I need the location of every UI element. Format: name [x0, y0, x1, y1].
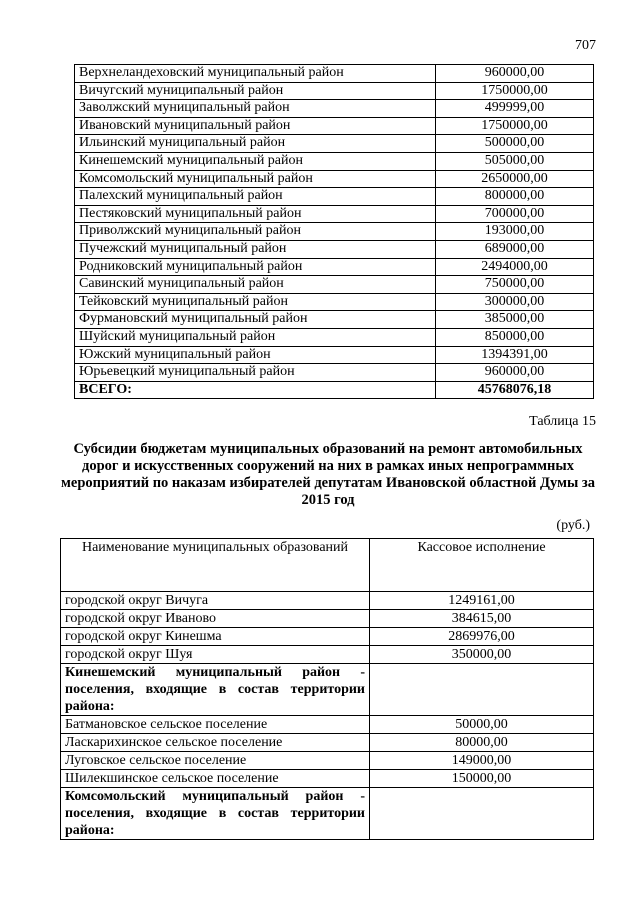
table-row [75, 117, 594, 135]
table-row [75, 346, 594, 364]
page-number: 707 [575, 38, 596, 53]
value-cell: 1394391,00 [436, 346, 594, 364]
unit-label: (руб.) [556, 518, 590, 533]
name-cell: Комсомольский муниципальный район [75, 170, 436, 188]
name-cell: Верхнеландеховский муниципальный район [75, 65, 436, 83]
name-cell: Родниковский муниципальный район [75, 258, 436, 276]
name-cell: Южский муниципальный район [75, 346, 436, 364]
value-cell: 850000,00 [436, 328, 594, 346]
header-name-cell: Наименование муниципальных образований [61, 539, 370, 592]
table-row [75, 223, 594, 241]
table-row [75, 328, 594, 346]
table-row [75, 276, 594, 294]
table-row [61, 592, 594, 610]
value-cell: 700000,00 [436, 205, 594, 223]
value-cell: 960000,00 [436, 364, 594, 382]
table-row [75, 152, 594, 170]
table-row [75, 65, 594, 83]
name-cell: Пучежский муниципальный район [75, 240, 436, 258]
table-label: Таблица 15 [529, 414, 596, 429]
value-cell: 2650000,00 [436, 170, 594, 188]
table-row [61, 716, 594, 734]
name-cell: Заволжский муниципальный район [75, 100, 436, 118]
name-cell: Луговское сельское поселение [61, 752, 370, 770]
section-title: Субсидии бюджетам муниципальных образований на ремонт автомобильных дорог и искусственных сооружений на них в рамках иных непрограммных мероприятий по наказам избирателей депутатам Ивановской областной Думы за 2015 год [61, 441, 595, 508]
value-cell: 80000,00 [370, 734, 594, 752]
name-cell: Комсомольский муниципальный район - поселения, входящие в состав территории района: [61, 788, 370, 840]
value-cell: 350000,00 [370, 646, 594, 664]
name-cell: Ивановский муниципальный район [75, 117, 436, 135]
value-cell: 384615,00 [370, 610, 594, 628]
value-cell: 800000,00 [436, 188, 594, 206]
table-row [61, 788, 594, 840]
table-row [75, 381, 594, 399]
header-value-cell: Кассовое исполнение [370, 539, 594, 592]
name-cell: городской округ Иваново [61, 610, 370, 628]
value-cell: 500000,00 [436, 135, 594, 153]
table-row [75, 188, 594, 206]
table-row [75, 364, 594, 382]
table-row [61, 628, 594, 646]
name-cell: городской округ Кинешма [61, 628, 370, 646]
table-row [75, 135, 594, 153]
name-cell: Кинешемский муниципальный район [75, 152, 436, 170]
name-cell: Пестяковский муниципальный район [75, 205, 436, 223]
name-cell: Палехский муниципальный район [75, 188, 436, 206]
value-cell: 149000,00 [370, 752, 594, 770]
table-row [61, 770, 594, 788]
name-cell: Вичугский муниципальный район [75, 82, 436, 100]
table-row [75, 170, 594, 188]
table-row [75, 240, 594, 258]
table-row [61, 752, 594, 770]
name-cell: Шилекшинское сельское поселение [61, 770, 370, 788]
value-cell: 150000,00 [370, 770, 594, 788]
value-cell [370, 788, 594, 840]
value-cell: 385000,00 [436, 311, 594, 329]
name-cell: Фурмановский муниципальный район [75, 311, 436, 329]
name-cell: Ласкарихинское сельское поселение [61, 734, 370, 752]
value-cell: 689000,00 [436, 240, 594, 258]
value-cell: 499999,00 [436, 100, 594, 118]
value-cell: 505000,00 [436, 152, 594, 170]
value-cell: 750000,00 [436, 276, 594, 294]
table-header-row [61, 539, 594, 592]
value-cell: 960000,00 [436, 65, 594, 83]
table-row [75, 82, 594, 100]
name-cell: Ильинский муниципальный район [75, 135, 436, 153]
value-cell: 1750000,00 [436, 117, 594, 135]
value-cell: 2494000,00 [436, 258, 594, 276]
value-cell: 300000,00 [436, 293, 594, 311]
districts-table [74, 64, 594, 399]
table-row [75, 100, 594, 118]
value-cell: 50000,00 [370, 716, 594, 734]
table-row [61, 734, 594, 752]
table-row [75, 293, 594, 311]
value-cell: 193000,00 [436, 223, 594, 241]
name-cell: городской округ Вичуга [61, 592, 370, 610]
name-cell: ВСЕГО: [75, 381, 436, 399]
name-cell: Тейковский муниципальный район [75, 293, 436, 311]
value-cell: 45768076,18 [436, 381, 594, 399]
name-cell: городской округ Шуя [61, 646, 370, 664]
name-cell: Савинский муниципальный район [75, 276, 436, 294]
table-row [61, 664, 594, 716]
table-row [61, 610, 594, 628]
name-cell: Батмановское сельское поселение [61, 716, 370, 734]
name-cell: Приволжский муниципальный район [75, 223, 436, 241]
name-cell: Кинешемский муниципальный район - поселения, входящие в состав территории района: [61, 664, 370, 716]
name-cell: Шуйский муниципальный район [75, 328, 436, 346]
table-row [75, 205, 594, 223]
table-row [75, 311, 594, 329]
value-cell: 1249161,00 [370, 592, 594, 610]
table-row [75, 258, 594, 276]
table-row [61, 646, 594, 664]
name-cell: Юрьевецкий муниципальный район [75, 364, 436, 382]
value-cell: 2869976,00 [370, 628, 594, 646]
value-cell: 1750000,00 [436, 82, 594, 100]
value-cell [370, 664, 594, 716]
subsidies-table [60, 538, 594, 840]
